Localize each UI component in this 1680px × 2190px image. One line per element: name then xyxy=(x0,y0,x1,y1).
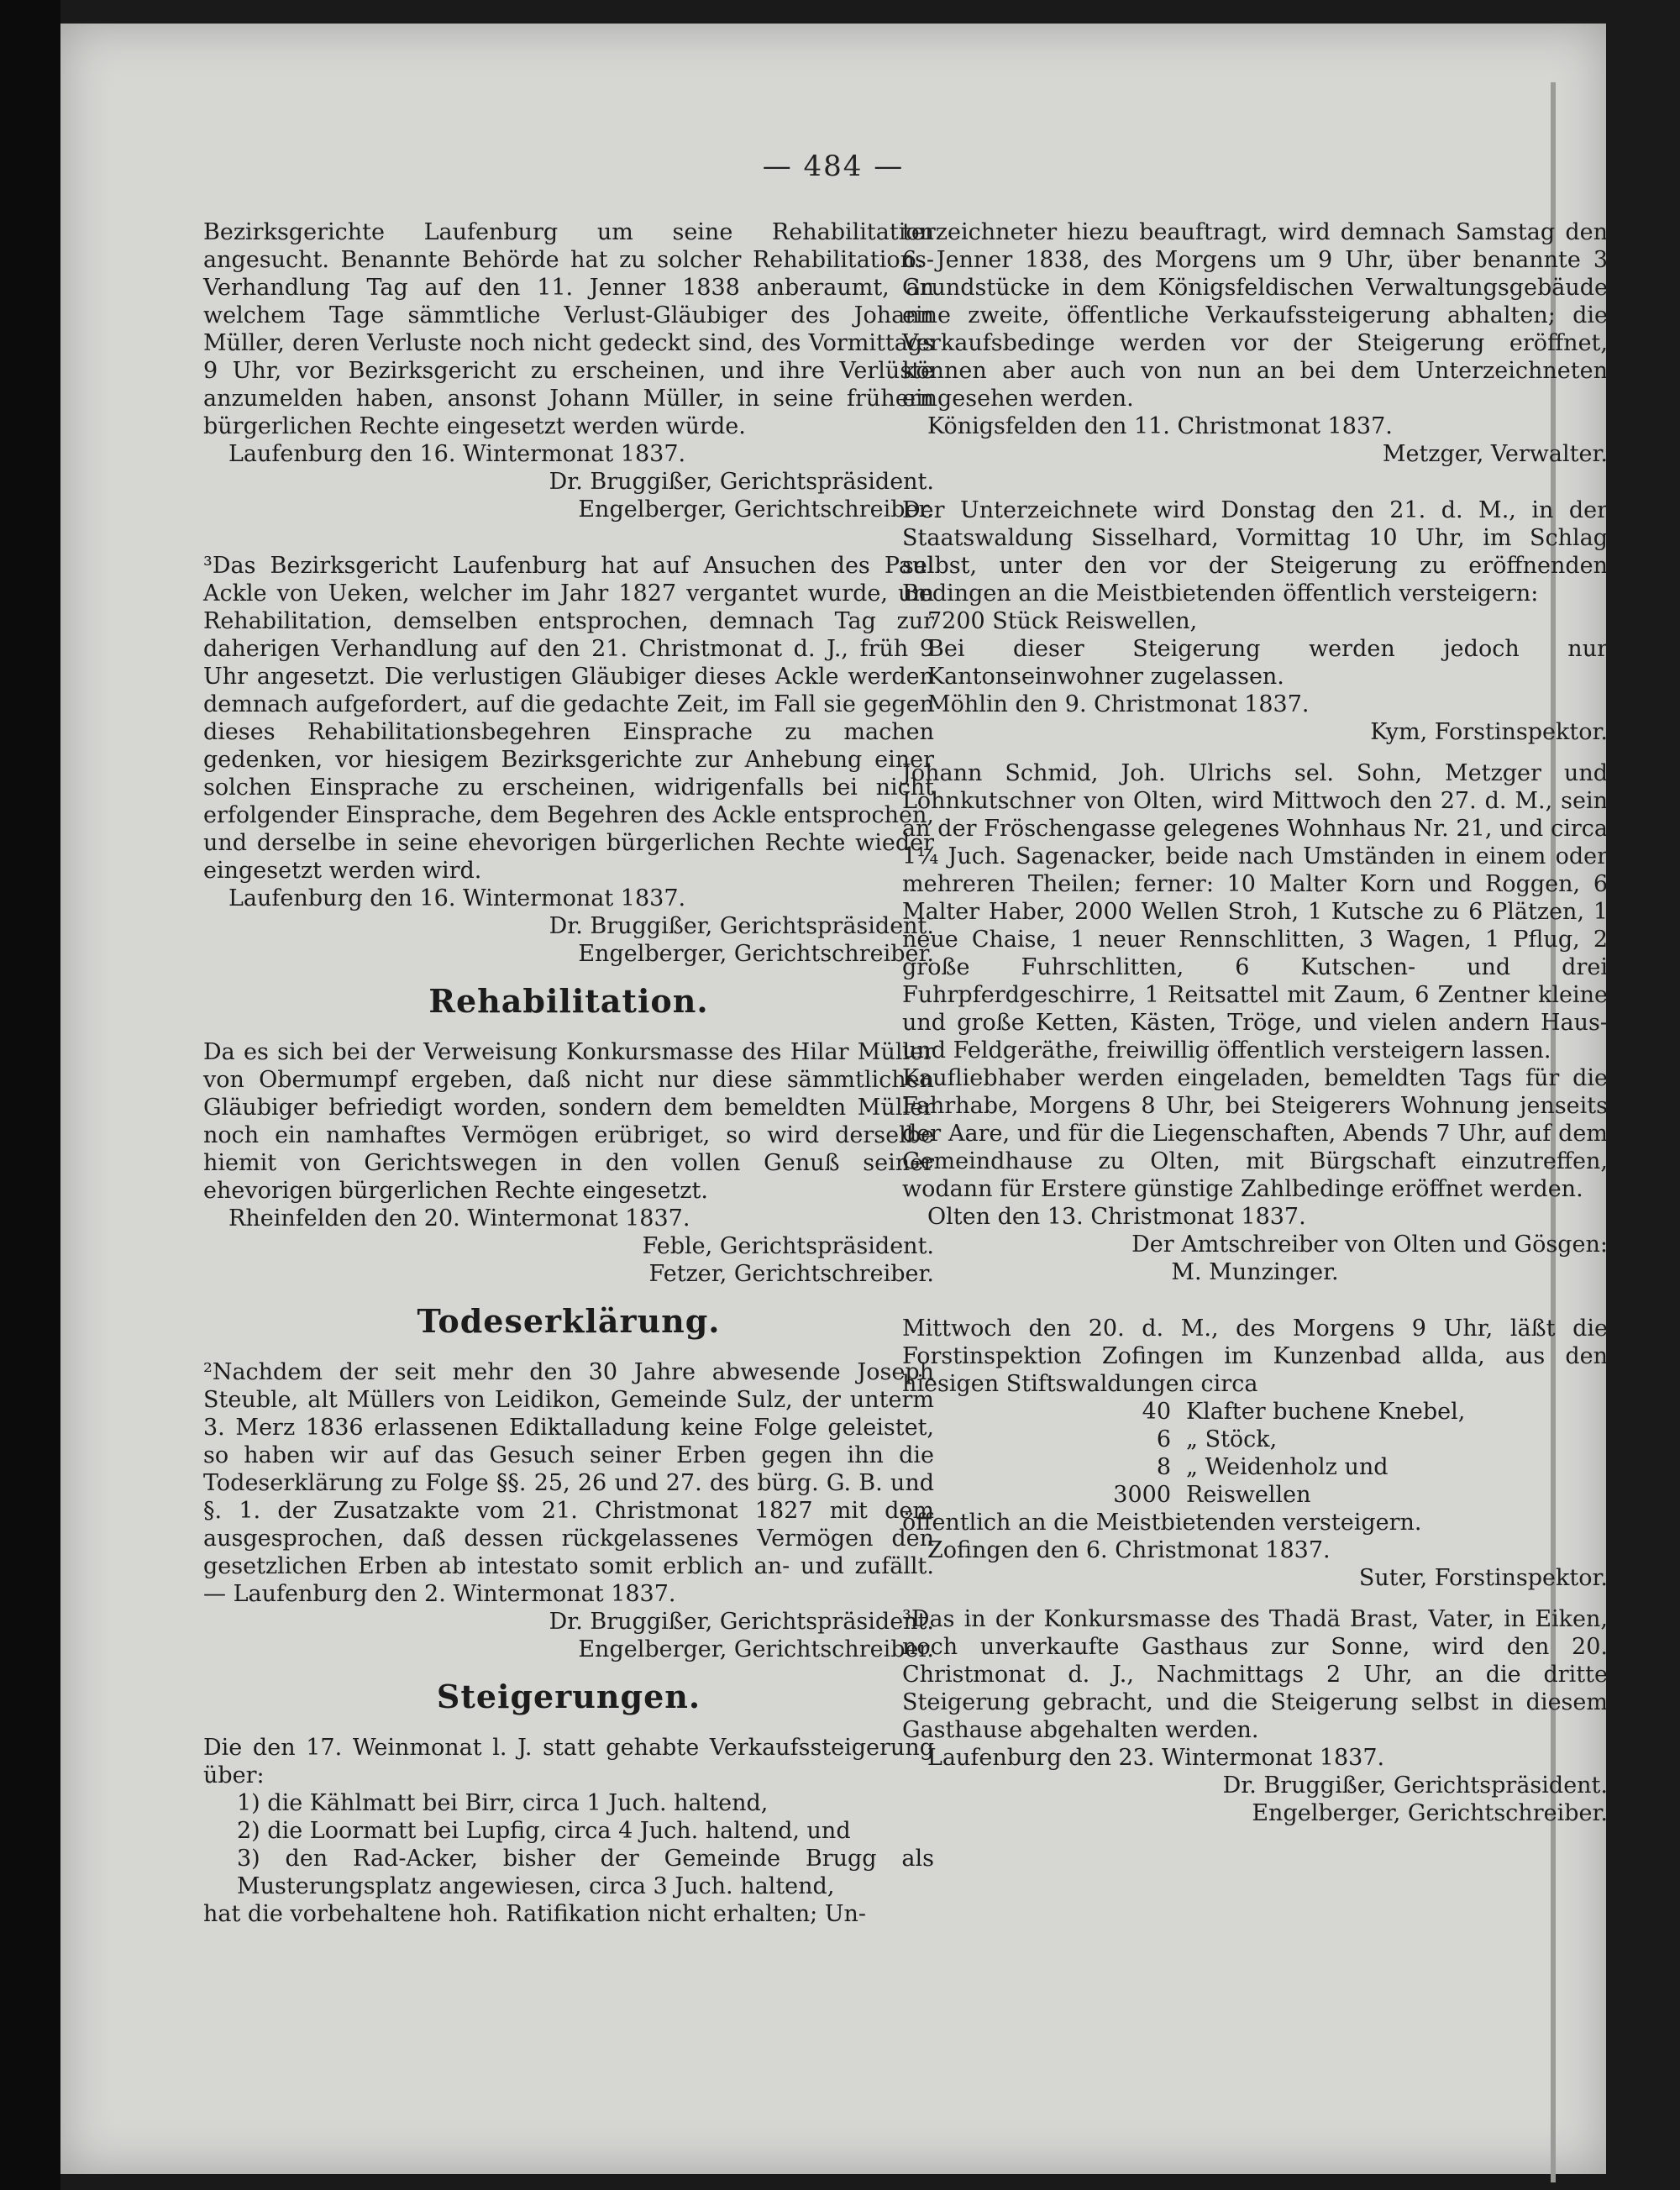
left-column xyxy=(203,218,934,1928)
quantity-value: 6 xyxy=(1156,1426,1171,1452)
signature: Engelberger, Gerichtschreiber. xyxy=(578,1636,934,1662)
notice-text: terzeichneter hiezu beauftragt, wird demnach Samstag den 6. Jenner 1838, des Morgens um 9 Uhr, über benannte 3 Grundstücke in dem Königsfeldischen Verwaltungsgebäude eine zweite, öffentliche Verkaufssteigerung abhalten; die Verkaufsbedinge werden vor der Steigerung eröffnet, können aber auch von nun an bei dem Unterzeichneten eingesehen werden. xyxy=(902,219,1608,412)
place-date: Königsfelden den 11. Christmonat 1837. xyxy=(927,413,1393,439)
notice-text: öffentlich an die Meistbietenden versteigern. xyxy=(902,1510,1422,1536)
quantity-unit: „ Weidenholz und xyxy=(1186,1454,1389,1480)
notice-text: Da es sich bei der Verweisung Konkursmasse des Hilar Müller von Obermumpf ergeben, daß nicht nur diese sämmtlichen Gläubiger befriedigt worden, sondern dem bemeldten Müller noch ein namhaftes Vermögen erübriget, so wird derselbe hiemit von Gerichtswegen in den vollen Genuß seiner ehevorigen bürgerlichen Rechte eingesetzt. xyxy=(203,1039,934,1204)
list-item: 7200 Stück Reiswellen, xyxy=(927,608,1198,634)
signature: Metzger, Verwalter. xyxy=(1382,441,1608,467)
quantity-row xyxy=(902,1453,1608,1481)
newspaper-page xyxy=(60,24,1606,2174)
list-item: 3) den Rad-Acker, bisher der Gemeinde Brugg als Musterungsplatz angewiesen, circa 3 Juch. haltend, xyxy=(237,1846,934,1899)
notice-text: Mittwoch den 20. d. M., des Morgens 9 Uhr, läßt die Forstinspektion Zofingen im Kunzenbad allda, aus den hiesigen Stiftswaldungen circa xyxy=(902,1316,1608,1397)
right-column xyxy=(902,218,1608,1827)
signature: Dr. Bruggißer, Gerichtspräsident. xyxy=(1222,1772,1608,1799)
notice-text: Bei dieser Steigerung werden jedoch nur Kantonseinwohner zugelassen. xyxy=(927,636,1608,690)
notice-text: ³Das Bezirksgericht Laufenburg hat auf Ansuchen des Paul Ackle von Ueken, welcher im Jahr 1827 vergantet wurde, um Rehabilitation, demselben entsprochen, demnach Tag zur daherigen Verhandlung auf den 21. Christmonat d. J., früh 9 Uhr angesetzt. Die verlustigen Gläubiger dieses Ackle werden demnach aufgefordert, auf die gedachte Zeit, im Fall sie gegen dieses Rehabilitationsbegehren Einsprache zu machen gedenken, vor hiesigem Bezirksgerichte zur Anhebung einer solchen Einsprache zu erscheinen, widrigenfalls bei nicht erfolgender Einsprache, dem Begehren des Ackle entsprochen, und derselbe in seine ehevorigen bürgerlichen Rechte wieder eingesetzt werden wird. xyxy=(203,553,934,884)
signature: Engelberger, Gerichtschreiber. xyxy=(578,941,934,967)
place-date: Laufenburg den 16. Wintermonat 1837. xyxy=(228,885,686,911)
signature: Engelberger, Gerichtschreiber. xyxy=(578,496,934,523)
quantity-unit: Reiswellen xyxy=(1186,1482,1311,1508)
notice-text: ²Nachdem der seit mehr den 30 Jahre abwesende Joseph Steuble, alt Müllers von Leidikon, Gemeinde Sulz, der unterm 3. Merz 1836 erlassenen Ediktalladung keine Folge geleistet, so haben wir auf das Gesuch seiner Erben gegen ihn die Todeserklärung zu Folge §§. 25, 26 und 27. des bürg. G. B. und §. 1. der Zusatzakte vom 21. Christmonat 1827 mit dem ausgesprochen, daß dessen rückgelassenes Vermögen den gesetzlichen Erben ab intestato somit erblich an- und zufällt. — Laufenburg den 2. Wintermonat 1837. xyxy=(203,1359,934,1607)
quantity-unit: Klafter buchene Knebel, xyxy=(1186,1399,1466,1425)
list-item: 1) die Kählmatt bei Birr, circa 1 Juch. haltend, xyxy=(237,1790,769,1816)
place-date: Laufenburg den 23. Wintermonat 1837. xyxy=(927,1745,1385,1771)
quantity-unit: „ Stöck, xyxy=(1186,1426,1278,1452)
notice-text: Johann Schmid, Joh. Ulrichs sel. Sohn, Metzger und Lohnkutschner von Olten, wird Mittwoch den 27. d. M., sein an der Fröschengasse gelegenes Wohnhaus Nr. 21, und circa 1¼ Juch. Sagenacker, beide nach Umständen in einem oder mehreren Theilen; ferner: 10 Malter Korn und Roggen, 6 Malter Haber, 2000 Wellen Stroh, 1 Kutsche zu 6 Plätzen, 1 neue Chaise, 1 neuer Rennschlitten, 3 Wagen, 1 Pflug, 2 große Fuhrschlitten, 6 Kutschen- und drei Fuhrpferdgeschirre, 1 Reitsattel mit Zaum, 6 Zentner kleine und große Ketten, Kästen, Tröge, und vielen andern Haus- und Feldgeräthe, freiwillig öffentlich versteigern lassen. xyxy=(902,760,1608,1063)
quantity-value: 3000 xyxy=(1113,1482,1171,1508)
signature: Dr. Bruggißer, Gerichtspräsident. xyxy=(549,913,934,939)
signature: Feble, Gerichtspräsident. xyxy=(642,1233,934,1259)
notice-text: Die den 17. Weinmonat l. J. statt gehabte Verkaufssteigerung über: xyxy=(203,1735,934,1788)
place-date: Möhlin den 9. Christmonat 1837. xyxy=(927,691,1310,717)
place-date: Zofingen den 6. Christmonat 1837. xyxy=(927,1537,1331,1563)
signature: Suter, Forstinspektor. xyxy=(1358,1565,1608,1591)
signature: Dr. Bruggißer, Gerichtspräsident. xyxy=(549,469,934,495)
signature: Engelberger, Gerichtschreiber. xyxy=(1252,1800,1608,1826)
quantity-value: 8 xyxy=(1156,1454,1171,1480)
quantity-value: 40 xyxy=(1142,1399,1171,1425)
place-date: Olten den 13. Christmonat 1837. xyxy=(927,1204,1306,1230)
signature: M. Munzinger. xyxy=(1171,1259,1339,1285)
section-heading: Rehabilitation. xyxy=(428,982,709,1020)
scan-border xyxy=(0,0,60,2190)
signature: Der Amtschreiber von Olten und Gösgen: xyxy=(1131,1232,1608,1258)
section-heading: Steigerungen. xyxy=(436,1678,701,1715)
place-date: Rheinfelden den 20. Wintermonat 1837. xyxy=(228,1205,690,1232)
notice-text: Kaufliebhaber werden eingeladen, bemeldten Tags für die Fahrhabe, Morgens 8 Uhr, bei Steigerers Wohnung jenseits der Aare, und für die Liegenschaften, Abends 7 Uhr, auf dem Gemeindhause zu Olten, mit Bürgschaft einzutreffen, wodann für Erstere günstige Zahlbedinge eröffnet werden. xyxy=(902,1065,1608,1202)
list-item: 2) die Loormatt bei Lupfig, circa 4 Juch. haltend, und xyxy=(237,1818,851,1844)
page-number: — 484 — xyxy=(762,150,905,183)
notice-text: hat die vorbehaltene hoh. Ratifikation nicht erhalten; Un- xyxy=(203,1901,867,1927)
signature: Kym, Forstinspektor. xyxy=(1370,719,1608,745)
section-heading: Todeserklärung. xyxy=(417,1302,721,1340)
signature: Fetzer, Gerichtschreiber. xyxy=(648,1261,934,1287)
quantity-row xyxy=(902,1426,1608,1453)
notice-text: ³Das in der Konkursmasse des Thadä Brast, Vater, in Eiken, noch unverkaufte Gasthaus zur Sonne, wird den 20. Christmonat d. J., Nachmittags 2 Uhr, an die dritte Steigerung gebracht, und die Steigerung selbst in diesem Gasthause abgehalten werden. xyxy=(902,1606,1608,1743)
notice-text: Bezirksgerichte Laufenburg um seine Rehabilitation angesucht. Benannte Behörde hat zu solcher Rehabilitations-Verhandlung Tag auf den 11. Jenner 1838 anberaumt, an welchem Tage sämmtliche Verlust-Gläubiger des Johann Müller, deren Verluste noch nicht gedeckt sind, des Vormittags 9 Uhr, vor Bezirksgericht zu erscheinen, und ihre Verlüste anzumelden haben, ansonst Johann Müller, in seine frühern bürgerlichen Rechte eingesetzt werden würde. xyxy=(203,219,934,439)
quantity-row xyxy=(902,1398,1608,1426)
place-date: Laufenburg den 16. Wintermonat 1837. xyxy=(228,441,686,467)
quantity-row xyxy=(902,1481,1608,1509)
signature: Dr. Bruggißer, Gerichtspräsident. xyxy=(549,1609,934,1635)
notice-text: Der Unterzeichnete wird Donstag den 21. d. M., in der Staatswaldung Sisselhard, Vormittag 10 Uhr, im Schlag selbst, unter den vor der Steigerung zu eröffnenden Bedingen an die Meistbietenden öffentlich versteigern: xyxy=(902,497,1608,607)
